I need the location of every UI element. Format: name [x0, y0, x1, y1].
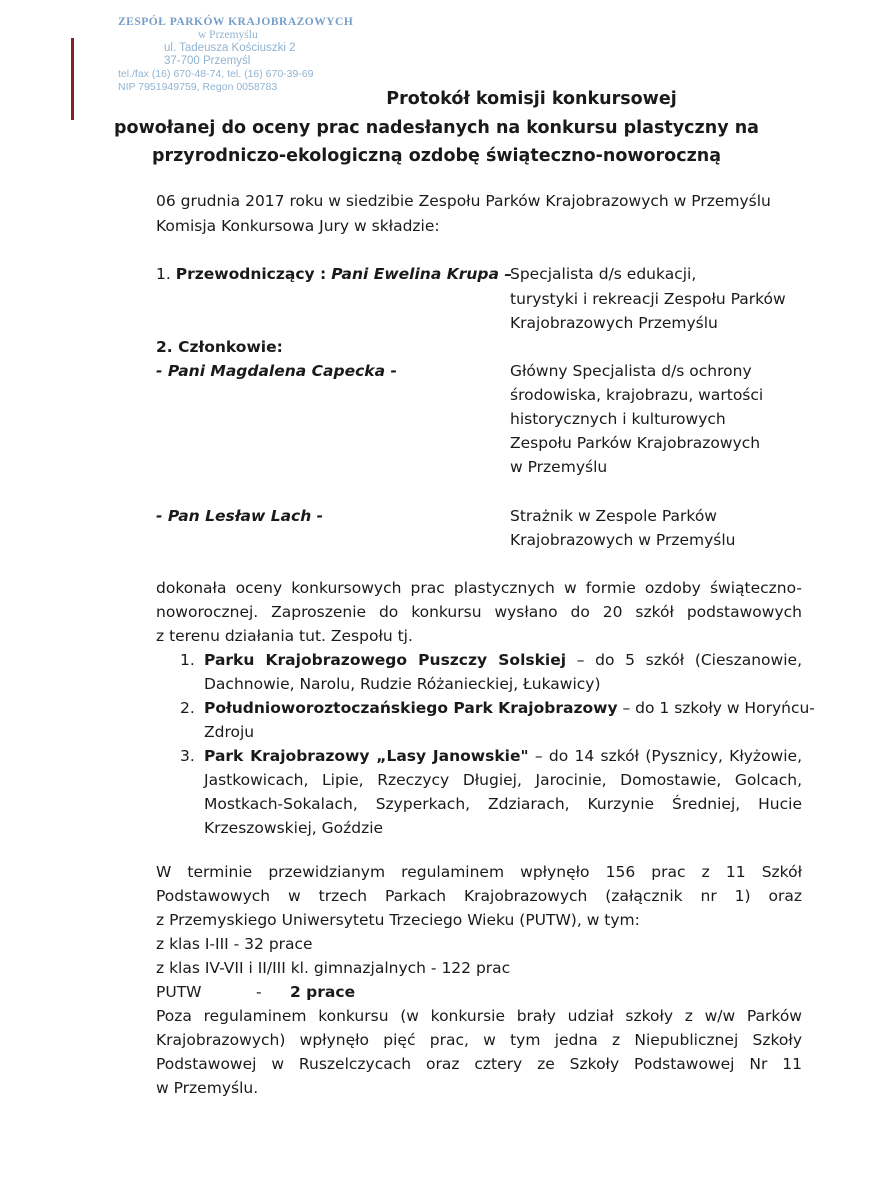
body-line: z Przemyskiego Uniwersytetu Trzeciego Wieku (PUTW), w tym:	[156, 911, 640, 929]
body-line: z terenu działania tut. Zespołu tj.	[156, 627, 413, 645]
park-number: 2.	[180, 699, 195, 717]
chair-desc-line: turystyki i rekreacji Zespołu Parków	[510, 290, 786, 308]
intro-line: 06 grudnia 2017 roku w siedzibie Zespołu Parków Krajobrazowych w Przemyślu	[156, 192, 771, 210]
member-name: - Pani Magdalena Capecka -	[156, 362, 397, 380]
member-name: - Pan Lesław Lach -	[156, 507, 324, 525]
park-name: Południoworoztoczańskiego Park Krajobrazowy	[204, 699, 618, 717]
body-line: noworocznej. Zaproszenie do konkursu wysłano do 20 szkół podstawowych	[156, 603, 802, 621]
count-value: 2 prace	[290, 983, 356, 1001]
chair-role: Przewodniczący :	[175, 265, 327, 283]
count-line: z klas I-III - 32 prace	[156, 935, 313, 953]
body-line: Krajobrazowych) wpłynęło pięć prac, w tym jedna z Niepublicznej Szkoły	[156, 1031, 802, 1049]
park-item	[204, 651, 802, 669]
stamp-line: ZESPÓŁ PARKÓW KRAJOBRAZOWYCH	[118, 16, 354, 28]
stamp-line: w Przemyślu	[198, 29, 258, 41]
park-item	[204, 699, 815, 717]
member-desc-line: Krajobrazowych w Przemyślu	[510, 531, 736, 549]
chair-number: 1.	[156, 265, 171, 283]
members-heading: 2. Członkowie:	[156, 338, 283, 356]
body-line: Podstawowej w Ruszelczycach oraz cztery ze Szkoły Podstawowej Nr 11	[156, 1055, 802, 1073]
park-detail-line: Jastkowicach, Lipie, Rzeczycy Długiej, Jarocinie, Domostawie, Golcach,	[204, 771, 802, 789]
member-desc-line: w Przemyślu	[510, 458, 608, 476]
chair-entry	[156, 265, 512, 283]
park-name: Parku Krajobrazowego Puszczy Solskiej	[204, 651, 567, 669]
park-detail-line: Mostkach-Sokalach, Szyperkach, Zdziarach, Kurzynie Średniej, Hucie	[204, 795, 802, 813]
body-line: W terminie przewidzianym regulaminem wpłynęło 156 prac z 11 Szkół	[156, 863, 802, 881]
count-label: PUTW	[156, 983, 202, 1001]
chair-desc-line: Specjalista d/s edukacji,	[510, 265, 697, 283]
body-line: w Przemyślu.	[156, 1079, 259, 1097]
stamp-line: 37-700 Przemyśl	[164, 55, 251, 67]
stamp-line: ul. Tadeusza Kościuszki 2	[164, 42, 296, 54]
document-title: Protokół komisji konkursowej	[386, 89, 677, 109]
park-detail: – do 5 szkół (Cieszanowie,	[566, 651, 802, 669]
member-desc-line: Zespołu Parków Krajobrazowych	[510, 434, 761, 452]
park-item	[204, 747, 802, 765]
member-desc-line: środowiska, krajobrazu, wartości	[510, 386, 764, 404]
chair-desc-line: Krajobrazowych Przemyślu	[510, 314, 718, 332]
park-number: 3.	[180, 747, 195, 765]
stamp-line: NIP 7951949759, Regon 0058783	[118, 81, 278, 93]
park-detail: – do 1 szkoły w Horyńcu-	[617, 699, 815, 717]
park-detail-line: Zdroju	[204, 723, 255, 741]
margin-pen-mark	[71, 38, 74, 120]
member-desc-line: historycznych i kulturowych	[510, 410, 726, 428]
document-subtitle-line: przyrodniczo-ekologiczną ozdobę świąteczno-noworoczną	[151, 146, 722, 166]
park-detail: – do 14 szkół (Pysznicy, Kłyżowie,	[528, 747, 802, 765]
body-line: dokonała oceny konkursowych prac plastycznych w formie ozdoby świąteczno-	[156, 579, 802, 597]
institution-stamp	[118, 16, 358, 94]
chair-name: Pani Ewelina Krupa –	[331, 265, 513, 283]
intro-line: Komisja Konkursowa Jury w składzie:	[156, 217, 440, 235]
park-name: Park Krajobrazowy „Lasy Janowskie"	[204, 747, 529, 765]
count-line: z klas IV-VII i II/III kl. gimnazjalnych - 122 prac	[156, 959, 511, 977]
document-subtitle-line: powołanej do oceny prac nadesłanych na konkursu plastyczny na	[114, 118, 759, 138]
stamp-line: tel./fax (16) 670-48-74, tel. (16) 670-39-69	[118, 68, 314, 80]
body-line: Podstawowych w trzech Parkach Krajobrazowych (załącznik nr 1) oraz	[156, 887, 802, 905]
member-desc-line: Strażnik w Zespole Parków	[510, 507, 717, 525]
count-dash: -	[256, 983, 262, 1001]
park-detail-line: Krzeszowskiej, Goździe	[204, 819, 384, 837]
body-line: Poza regulaminem konkursu (w konkursie brały udział szkoły z w/w Parków	[156, 1007, 802, 1025]
member-desc-line: Główny Specjalista d/s ochrony	[510, 362, 752, 380]
park-number: 1.	[180, 651, 195, 669]
park-detail-line: Dachnowie, Narolu, Rudzie Różanieckiej, Łukawicy)	[204, 675, 601, 693]
